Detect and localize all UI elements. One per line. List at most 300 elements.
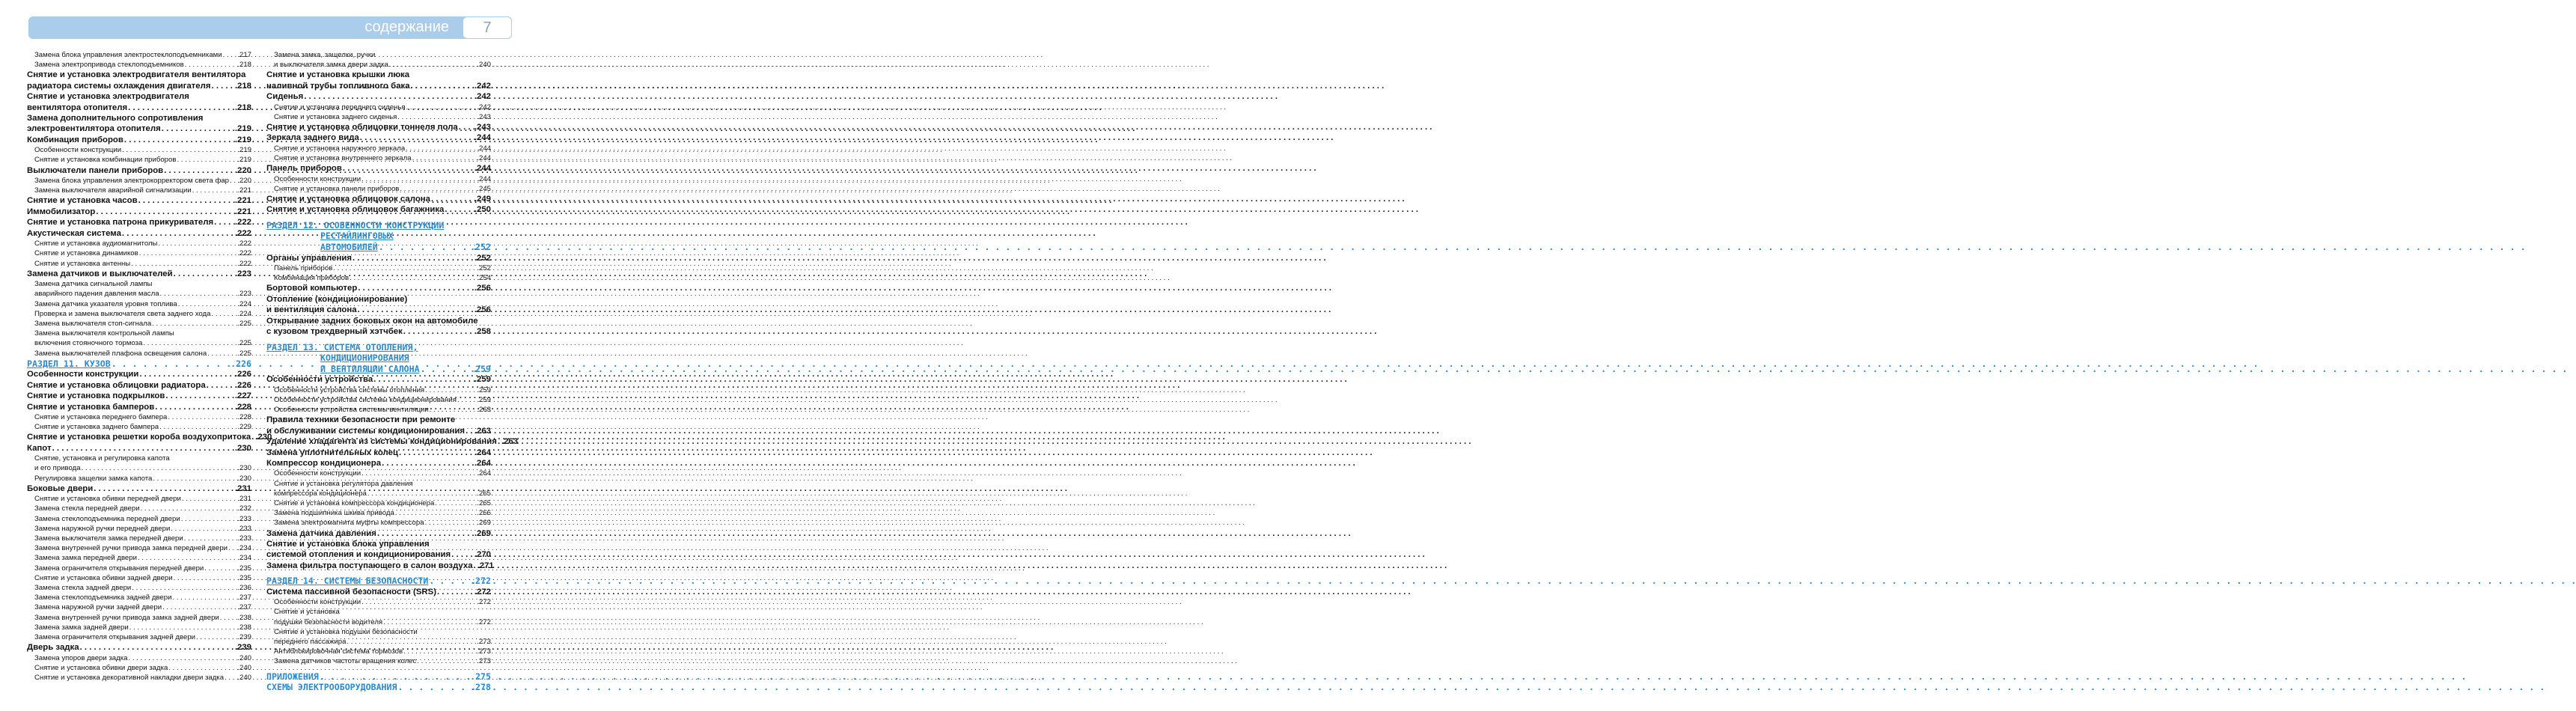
toc-page-number: .266 [477,509,491,518]
toc-entry [266,70,491,80]
toc-subentry [266,405,491,415]
toc-page-number: .244 [477,154,491,163]
toc-entry-title: РАЗДЕЛ 12. ОСОБЕННОСТИ КОНСТРУКЦИИ [266,219,445,231]
toc-entry [27,228,251,239]
toc-entry-title: РАЗДЕЛ 14. СИСТЕМЫ БЕЗОПАСНОСТИ [266,576,429,587]
toc-entry-title: Снятие и установка обивки передней двери [34,495,181,504]
toc-entry-title: Снятие и установка регулятора давления [274,479,413,488]
toc-entry [266,122,491,132]
toc-entry-title: РЕСТАЙЛИНГОВЫХ [320,231,394,242]
toc-entry [27,81,251,91]
toc-entry [27,123,251,134]
toc-page-number: .263 [474,426,491,436]
toc-subentry [27,613,251,623]
toc-entry [27,195,251,206]
toc-page-number: .273 [477,647,491,656]
leader-dots [320,671,469,683]
toc-entry-title: КОНДИЦИОНИРОВАНИЯ [320,353,409,364]
toc-entry [266,316,491,326]
toc-entry-title: Панель приборов [274,264,333,273]
toc-subentry [27,145,251,155]
toc-subentry [266,617,491,627]
toc-entry [27,217,251,228]
toc-entry-title: Замена блока управления электрокорректором света фар [34,177,230,186]
toc-page-number: .252 [470,242,491,253]
toc-subentry [266,184,491,194]
toc-entry [266,253,491,263]
toc-subentry [266,637,491,647]
page-number: 7 [463,16,512,39]
leader-dots [350,273,476,283]
toc-entry-title: Снятие и установка облицовок салона [266,195,430,204]
toc-entry [266,163,491,174]
toc-entry [266,561,494,571]
toc-page-number: .218 [234,103,251,112]
toc-entry [266,448,491,458]
toc-subentry [27,349,251,358]
toc-entry-title: ПРИЛОЖЕНИЯ [266,671,319,682]
toc-entry [266,194,491,204]
toc-entry-title: Замена блока управления электростеклоподъемниками [34,51,222,59]
toc-page-number: .263 [477,406,491,415]
toc-subentry [27,564,251,573]
toc-entry-title: аварийного падения давления масла [34,290,159,299]
leader-dots [403,326,474,337]
toc-subentry [27,454,251,463]
toc-entry-title: Снятие и установка электродвигателя [27,92,189,102]
toc-page-number: .219 [234,124,251,134]
toc-entry-title: Комбинация приборов [274,274,350,283]
leader-dots [122,145,236,155]
toc-subentry [266,469,491,478]
toc-page-number: .235 [237,564,251,573]
toc-entry [27,402,251,412]
toc-page-number: .243 [477,112,491,121]
toc-subentry [27,583,251,593]
toc-page-number: .256 [474,305,491,315]
leader-dots [304,91,474,102]
toc-entry [266,81,491,91]
leader-dots [397,112,476,122]
toc-entry-title: Боковые двери [27,483,94,493]
toc-page-number: .272 [477,617,491,626]
leader-dots [162,123,234,134]
toc-subentry [27,279,251,289]
toc-page-number: .234 [237,554,251,563]
toc-section [266,242,491,253]
toc-subentry [27,309,251,319]
toc-page-number: .254 [477,274,491,283]
leader-dots [377,528,474,539]
toc-subentry [27,632,251,642]
toc-page-number: .221 [234,196,251,206]
toc-subentry [27,60,251,70]
toc-entry-title: Особенности конструкции [274,174,361,183]
toc-page-number: .252 [477,264,491,273]
leader-dots [437,587,474,597]
toc-page-number: .269 [474,528,491,538]
toc-entry-title: Снятие и установка заднего сиденья [274,112,397,121]
toc-page-number: .228 [234,402,251,412]
leader-dots [164,165,234,176]
toc-subentry [27,289,251,299]
toc-subentry [27,299,251,309]
toc-entry [266,294,491,305]
leader-dots [128,653,236,663]
leader-dots [158,239,236,248]
toc-subentry [27,593,251,602]
toc-entry-title: Снятие и установка комбинации приборов [34,156,177,165]
toc-page-number: .240 [237,663,251,672]
toc-page-number: .233 [237,524,251,533]
toc-subentry [266,627,491,637]
toc-subentry [27,463,251,473]
toc-entry [266,539,491,549]
toc-page-number: .272 [470,576,491,587]
toc-section [266,231,491,242]
toc-entry [266,587,491,597]
toc-section [266,220,491,231]
toc-page-number: .218 [237,61,251,70]
leader-dots [361,174,476,184]
toc-page-number: .275 [470,671,491,682]
toc-entry-title: и вентиляция салона [266,305,357,315]
toc-subentry [27,673,251,683]
toc-entry-title: Снятие и установка облицовок багажника [266,205,445,215]
leader-dots [382,458,474,469]
toc-section [266,671,491,683]
toc-page-number: .227 [234,391,251,401]
toc-page-number: .263 [501,437,519,447]
toc-page-number: .237 [237,593,251,602]
toc-page-number: .219 [234,135,251,144]
toc-entry [266,91,491,102]
toc-entry-title: Снятие, установка и регулировка капота [34,454,170,463]
toc-page-number: .244 [474,133,491,143]
leader-dots [131,259,236,269]
toc-page-number: .243 [474,123,491,132]
toc-entry-title: включения стояночного тормоза [34,339,143,348]
toc-subentry [266,656,491,666]
toc-entry-title: Замена наружной ручки передней двери [34,524,171,533]
toc-entry-title: Снятие и установка компрессора кондиционера [274,498,435,507]
toc-entry [27,91,251,102]
toc-page-number: .272 [474,587,491,596]
toc-entry-title: Компрессор кондиционера [266,458,382,468]
toc-entry [266,436,519,447]
toc-entry-title: Замена ограничителя открывания задней двери [34,633,196,642]
toc-subentry [266,518,491,528]
leader-dots [172,593,236,602]
toc-entry [27,483,251,494]
toc-page-number: .219 [237,146,251,155]
leader-dots [435,498,476,508]
toc-entry-title: Органы управления [266,253,352,263]
toc-entry-title: АВТОМОБИЛЕЙ [320,242,378,253]
toc-page-number: .258 [474,327,491,337]
leader-dots [168,663,236,673]
toc-entry-title: Снятие и установка подушки безопасности [274,627,418,636]
toc-subentry [266,385,491,395]
toc-entry-title: Снятие и установка бамперов [27,402,155,412]
leader-dots [165,391,234,401]
leader-dots [204,564,236,573]
leader-dots [138,195,234,206]
toc-subentry [27,663,251,673]
toc-page-number: .218 [234,81,251,91]
toc-page-number: .226 [231,358,251,369]
leader-dots [225,673,236,683]
leader-dots [358,305,474,315]
leader-dots [398,682,470,693]
toc-page-number: .250 [474,205,491,215]
toc-page-number: .224 [237,299,251,308]
toc-page-number: .222 [237,259,251,268]
toc-page-number: .220 [237,177,251,186]
leader-dots [168,412,236,422]
toc-entry-title: Замена датчика указателя уровня топлива [34,299,177,308]
toc-entry [266,415,491,425]
toc-subentry [27,514,251,524]
toc-subentry [27,524,251,534]
leader-dots [177,155,236,165]
toc-page-number: .222 [234,228,251,238]
leader-dots [178,299,237,309]
toc-page-number: .269 [477,519,491,528]
toc-section [266,682,491,693]
toc-entry-title: Особенности устройства системы отопления [274,385,425,394]
leader-dots [214,217,234,228]
leader-dots [474,561,477,571]
leader-dots [160,289,237,299]
toc-page-number: .229 [237,423,251,432]
leader-dots [343,163,474,174]
leader-dots [112,358,230,370]
toc-section [266,342,491,353]
leader-dots [228,543,236,553]
leader-dots [139,369,234,379]
toc-entry-title: Снятие и установка заднего бампера [34,423,159,432]
leader-dots [207,380,234,391]
toc-page-number: .273 [477,657,491,666]
toc-subentry [266,50,491,60]
toc-entry-title: Снятие и установка облицовки тоннеля пола [266,123,458,132]
toc-page-number: .240 [237,653,251,662]
leader-dots [153,474,236,483]
leader-dots [138,553,236,563]
toc-page-number: .238 [237,613,251,622]
toc-entry-title: Замена стеклоподъемника задней двери [34,593,172,602]
toc-left-column [27,50,272,683]
toc-page-number: .264 [474,458,491,468]
toc-subentry [27,543,251,553]
toc-page-number: .234 [237,544,251,553]
leader-dots [174,573,237,583]
toc-subentry [266,508,491,518]
toc-entry [266,326,491,337]
toc-page-number: .226 [234,370,251,379]
toc-entry-title: Снятие и установка наружного зеркала [274,144,406,153]
toc-subentry [266,263,491,273]
toc-entry-title: Замена датчиков частоты вращения колес [274,657,417,666]
toc-entry-title: Особенности устройства системы кондиционирования [274,395,457,404]
toc-entry-title: Снятие и установка динамиков [34,249,138,258]
toc-entry-title: Замена выключателя стоп-сигнала [34,319,152,328]
toc-entry-title: Замена наружной ручки задней двери [34,603,162,612]
toc-entry [266,458,491,469]
toc-entry-title: Сиденья [266,92,304,102]
toc-entry-title: Проверка и замена выключателя света заднего хода [34,309,211,318]
leader-dots [425,385,476,395]
toc-entry [266,132,491,143]
toc-entry [27,391,251,401]
toc-subentry [27,623,251,632]
toc-page-number: .222 [237,239,251,248]
leader-dots [162,602,236,612]
leader-dots [466,426,474,436]
leader-dots [159,422,236,432]
toc-subentry [27,176,251,186]
toc-entry-title: Замена выключателя замка передней двери [34,534,183,543]
toc-entry-title: Снятие и установка переднего сиденья [274,103,406,112]
toc-right-column [266,50,519,693]
leader-dots [174,269,234,279]
toc-page-number: .232 [237,504,251,513]
leader-dots [352,253,474,263]
leader-dots [139,248,237,258]
toc-entry-title: Акустическая система [27,228,121,238]
toc-entry [27,380,251,391]
toc-subentry [266,647,491,656]
toc-entry [266,305,491,315]
toc-page-number: .230 [255,433,272,442]
leader-dots [192,186,237,195]
toc-entry-title: Регулировка защелки замка капота [34,474,153,483]
toc-entry [27,103,251,113]
toc-page-number: .273 [477,637,491,646]
leader-dots [181,514,237,524]
toc-page-number: .240 [237,674,251,683]
toc-entry-title: Открывание задних боковых окон на автомобиле [266,316,478,326]
leader-dots [417,656,476,666]
toc-subentry [27,259,251,269]
leader-dots [333,263,476,273]
toc-subentry [266,395,491,405]
toc-entry-title: СХЕМЫ ЭЛЕКТРООБОРУДОВАНИЯ [266,682,397,693]
toc-subentry [27,504,251,513]
toc-subentry [266,153,491,163]
toc-entry-title: Замена электромагнита муфты компрессора [274,519,424,528]
toc-page-number: .264 [474,448,491,457]
toc-page-number: .233 [237,514,251,523]
toc-subentry [27,239,251,248]
toc-entry [27,135,251,145]
leader-dots [389,60,476,70]
leader-dots [196,632,236,642]
toc-entry-title: Особенности конструкции [274,469,361,478]
page-header [28,16,512,39]
toc-entry-title: и его привода [34,464,81,473]
toc-entry [27,113,251,123]
leader-dots [373,374,474,385]
leader-dots [361,469,476,478]
toc-subentry [266,489,491,498]
toc-page-number: .228 [237,412,251,421]
toc-entry-title: и выключателя замка двери задка [274,61,388,70]
leader-dots [498,436,501,447]
header-title: содержание [364,19,449,35]
toc-page-number: .222 [237,249,251,258]
toc-subentry [27,553,251,563]
toc-page-number: .223 [234,269,251,278]
toc-page-number: .236 [237,584,251,593]
toc-page-number: .224 [237,309,251,318]
toc-page-number: .259 [477,385,491,394]
toc-entry-title: с кузовом трехдверный хэтчбек [266,327,403,337]
leader-dots [223,50,237,60]
leader-dots [94,483,234,494]
toc-entry-title: электровентилятора отопителя [27,124,161,134]
leader-dots [379,242,469,253]
toc-entry-title: Снятие и установка декоративной накладки двери задка [34,674,225,683]
toc-entry-title: Снятие и установка обивки двери задка [34,663,168,672]
toc-entry-title: Снятие и установка антенны [34,259,131,268]
toc-page-number: .272 [477,598,491,607]
leader-dots [358,283,474,293]
toc-page-number: .244 [477,174,491,183]
toc-entry-title: Замена стекла задней двери [34,584,132,593]
toc-page-number: .240 [477,61,491,70]
toc-page-number: .233 [237,534,251,543]
toc-page-number: .222 [234,218,251,228]
toc-entry-title: Замена выключателя аварийной сигнализации [34,186,192,195]
toc-entry-title: Снятие и установка облицовки радиатора [27,380,206,390]
leader-dots [421,364,469,375]
toc-page-number: .242 [477,103,491,112]
toc-entry-title: Замена уплотнительных колец [266,448,398,457]
toc-entry [266,528,491,539]
toc-page-number: .221 [237,186,251,195]
toc-entry-title: Дверь задка [27,643,79,653]
toc-entry [27,70,251,80]
toc-entry-title: Особенности конструкции [34,146,122,155]
toc-entry-title: Снятие и установка переднего бампера [34,412,168,421]
toc-page-number: .223 [237,290,251,299]
toc-entry-title: Замена подшипника шкива привода [274,509,394,518]
toc-entry-title: Замена дополнительного сопротивления [27,114,204,123]
toc-entry-title: Замена датчиков и выключателей [27,269,173,278]
toc-entry-title: Иммобилизатор [27,207,96,216]
leader-dots [184,534,237,543]
toc-entry-title: Замена упоров двери задка [34,653,128,662]
toc-entry-title: Система пассивной безопасности (SRS) [266,587,437,596]
leader-dots [425,518,477,528]
leader-dots [430,405,477,415]
toc-subentry [27,50,251,60]
toc-page-number: .244 [474,164,491,174]
toc-subentry [266,174,491,184]
toc-page-number: .238 [237,623,251,632]
toc-page-number: .221 [234,207,251,216]
toc-page-number: .217 [237,51,251,59]
leader-dots [52,443,234,454]
toc-section [266,576,491,587]
toc-entry-title: Снятие и установка блока управления [266,539,430,549]
toc-page-number: .231 [234,483,251,493]
toc-entry-title: Замена датчика давления [266,528,376,538]
toc-entry-title: Снятие и установка аудиомагнитолы [34,239,158,248]
leader-dots [445,204,473,215]
